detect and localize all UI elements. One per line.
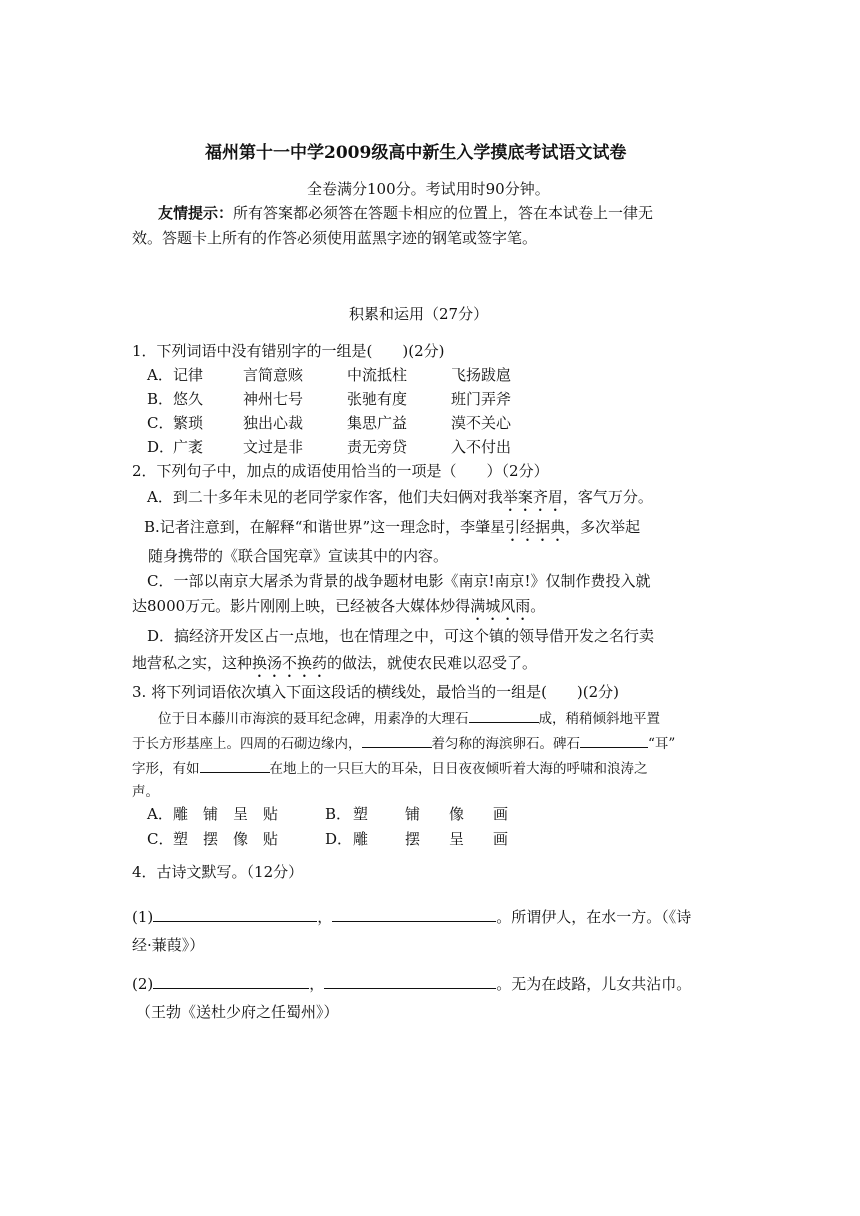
q1-stem: 1．下列词语中没有错别字的一组是( )(2分)	[132, 342, 445, 360]
q2-a-text-end: ，客气万分。	[562, 488, 653, 506]
q2-b-dotted-idiom: 引经据典	[505, 518, 566, 536]
q3-text: “耳”	[648, 736, 676, 752]
option-word: 文过是非	[243, 438, 304, 456]
exam-info: 全卷满分100分。考试用时90分钟。	[307, 180, 550, 198]
option-word: 像	[449, 805, 465, 823]
option-word: 悠久	[173, 390, 204, 408]
q2-option-c-line1: C．一部以南京大屠杀为背景的战争题材电影《南京!南京!》仅制作费投入就	[147, 572, 651, 590]
q2-a-text: A．到二十多年未见的老同学家作客，他们夫妇俩对我	[147, 488, 503, 506]
q2-c-text-end: 。	[530, 597, 546, 615]
q2-d-text-end: 的做法，就使农民难以忍受了。	[327, 654, 538, 672]
option-word: 雕	[173, 805, 189, 823]
q3-text: 着匀称的海滨卵石。碑石	[431, 736, 580, 752]
q3-stem: 3. 将下列词语依次填入下面这段话的横线处，最恰当的一组是( )(2分)	[132, 683, 620, 701]
q4-item-number: (2)	[132, 975, 154, 993]
q2-d-text: 地营私之实，这种	[132, 654, 253, 672]
option-word: 呈	[233, 805, 249, 823]
q3-text: 成，稍稍倾斜地平置	[538, 711, 660, 727]
option-word: 集思广益	[347, 414, 408, 432]
q2-stem: 2．下列句子中，加点的成语使用恰当的一项是（ ）（2分）	[132, 462, 549, 480]
option-word: 像	[233, 830, 249, 848]
q4-item-1-source: 经·蒹葭》）	[132, 936, 205, 954]
answer-blank[interactable]	[324, 970, 496, 989]
fill-blank[interactable]	[200, 756, 270, 773]
q4-item-1	[132, 903, 691, 928]
option-word: 繁琐	[173, 414, 204, 432]
option-word: 漠不关心	[451, 414, 512, 432]
option-word: 责无旁贷	[347, 438, 408, 456]
q3-passage-line1	[158, 706, 660, 730]
option-label: B．	[147, 390, 174, 408]
q4-item-number: (1)	[132, 908, 154, 926]
option-word: 广袤	[173, 438, 204, 456]
q2-option-d-line1: D．搞经济开发区占一点地，也在情理之中，可这个镇的领导借开发之名行卖	[147, 627, 655, 645]
q3-passage-line4: 声。	[132, 784, 159, 800]
option-word: 中流抵柱	[347, 366, 408, 384]
option-label: A．	[147, 805, 173, 823]
option-label: C．	[147, 830, 174, 848]
q3-text: 位于日本藤川市海滨的聂耳纪念碑，用素净的大理石	[158, 711, 469, 727]
option-word: 塑	[173, 830, 189, 848]
option-word: 独出心裁	[243, 414, 304, 432]
option-label: D．	[325, 830, 353, 848]
answer-blank[interactable]	[153, 903, 317, 922]
answer-blank[interactable]	[332, 903, 496, 922]
option-word: 记律	[173, 366, 204, 384]
answer-blank[interactable]	[153, 970, 309, 989]
option-word: 塑	[353, 805, 369, 823]
q2-c-dotted-idiom: 满城风雨	[470, 597, 531, 615]
q2-c-text: 达8000万元。影片刚刚上映，已经被各大媒体炒得	[132, 597, 471, 615]
q4-item-text: 。无为在歧路，儿女共沾巾。	[496, 975, 692, 993]
option-label: D．	[147, 438, 175, 456]
option-word: 雕	[353, 830, 369, 848]
option-word: 画	[493, 805, 509, 823]
q1-option-d	[147, 436, 547, 458]
option-word: 铺	[405, 805, 421, 823]
q3-passage-line2	[132, 731, 675, 755]
option-word: 摆	[203, 830, 219, 848]
option-label: A．	[147, 366, 173, 384]
option-word: 班门弄斧	[451, 390, 512, 408]
tip-label: 友情提示：	[158, 204, 234, 222]
option-word: 呈	[449, 830, 465, 848]
q3-text: 于长方形基座上。四周的石砌边缘内，	[132, 736, 362, 752]
q3-options-row1	[147, 803, 508, 825]
option-word: 摆	[405, 830, 421, 848]
q4-item-2-source: （王勃《送杜少府之任蜀州》）	[136, 1003, 339, 1021]
option-word: 入不付出	[451, 438, 512, 456]
q4-comma: ，	[309, 975, 325, 993]
option-word: 贴	[263, 805, 279, 823]
option-word: 飞扬跋扈	[451, 366, 512, 384]
tip-line-2: 效。答题卡上所有的作答必须使用蓝黑字迹的钢笔或签字笔。	[132, 229, 538, 247]
fill-blank[interactable]	[469, 706, 539, 723]
q4-comma: ，	[317, 908, 333, 926]
q2-option-c-line2	[132, 595, 545, 624]
q3-text: 在地上的一只巨大的耳朵，日日夜夜倾听着大海的呼啸和浪涛之	[269, 761, 648, 777]
q2-d-dotted-idiom: 换汤不换药	[252, 654, 328, 672]
option-word: 张驰有度	[347, 390, 408, 408]
q2-option-a	[147, 486, 653, 515]
q1-option-b	[147, 388, 547, 410]
q2-b-text-end: ，多次举起	[565, 518, 641, 536]
exam-title: 福州第十一中学2009级高中新生入学摸底考试语文试卷	[205, 143, 627, 163]
fill-blank[interactable]	[580, 731, 648, 748]
option-word: 铺	[203, 805, 219, 823]
q2-b-text: B.记者注意到，在解释“和谐世界”这一理念时，李肇星	[144, 518, 506, 536]
q1-option-c	[147, 412, 547, 434]
q2-option-b-line1	[144, 516, 640, 545]
q4-item-2	[132, 970, 691, 995]
q4-item-text: 。所谓伊人，在水一方。（《诗	[496, 908, 692, 926]
q3-options-row2	[147, 828, 508, 850]
q3-passage-line3	[132, 756, 648, 780]
q3-text: 字形，有如	[132, 761, 200, 777]
tip-line-1	[158, 202, 653, 224]
q1-option-a	[147, 364, 547, 386]
option-word: 画	[493, 830, 509, 848]
q4-stem: 4．古诗文默写。（12分）	[132, 863, 304, 881]
q2-option-d-line2	[132, 652, 537, 681]
q2-option-b-line2: 随身携带的《联合国宪章》宣读其中的内容。	[148, 547, 449, 565]
option-word: 神州七号	[243, 390, 304, 408]
option-label: C．	[147, 414, 174, 432]
section-title: 积累和运用（27分）	[349, 305, 489, 323]
fill-blank[interactable]	[362, 731, 432, 748]
q2-a-dotted-idiom: 举案齐眉	[502, 488, 563, 506]
option-label: B．	[325, 805, 352, 823]
option-word: 贴	[263, 830, 279, 848]
option-word: 言简意赅	[243, 366, 304, 384]
tip-text-1: 所有答案都必须答在答题卡相应的位置上，答在本试卷上一律无	[233, 204, 654, 222]
